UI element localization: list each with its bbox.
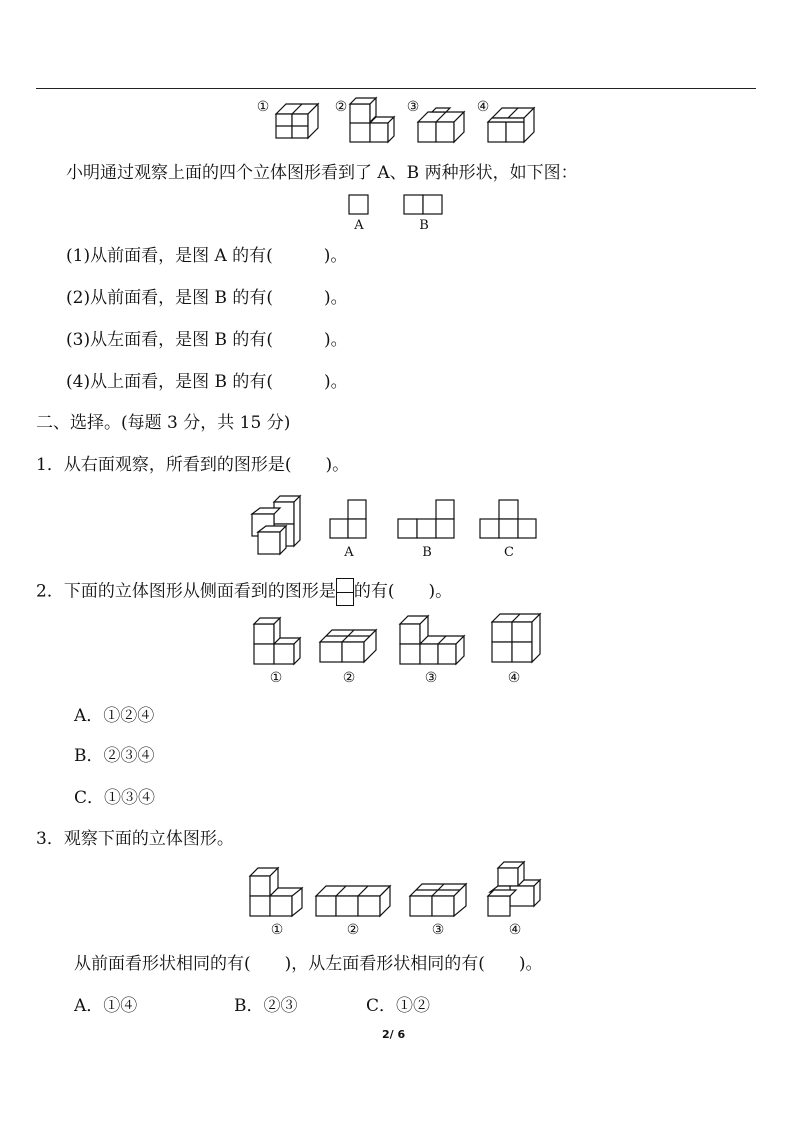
q1-text: 1．从右面观察，所看到的图形是( )。 [36, 455, 350, 475]
q1-option-b-label: B [422, 545, 432, 560]
q1-option-c-shape [480, 500, 538, 540]
part1-question-3: (3)从左面看，是图 B 的有( )。 [66, 330, 348, 350]
part1-question-2: (2)从前面看，是图 B 的有( )。 [66, 288, 348, 308]
q3-option-c: C．①② [366, 996, 431, 1016]
q2-figure-2 [320, 626, 378, 664]
q2-text-before: 2．下面的立体图形从侧面看到的图形是 [36, 581, 336, 602]
q3-figure-1 [250, 868, 304, 918]
q2-text-after: 的有( )。 [353, 581, 453, 602]
q3-option-b: B．②③ [234, 996, 298, 1016]
q2-option-a: A．①②④ [74, 706, 155, 726]
part1-question-1: (1)从前面看，是图 A 的有( )。 [66, 246, 348, 266]
q3-question: 从前面看形状相同的有( )，从左面看形状相同的有( )。 [74, 954, 543, 974]
q1-option-c-label: C [504, 545, 514, 560]
q3-figure-label-4: ④ [508, 922, 522, 938]
fig-label-1: ① [256, 99, 270, 115]
q3-figure-label-3: ③ [431, 922, 445, 938]
q3-figure-label-1: ① [270, 922, 284, 938]
q2-figure-1 [252, 618, 302, 666]
section2-title: 二、选择。(每题 3 分，共 15 分) [36, 413, 291, 433]
fig-label-3: ③ [406, 99, 420, 115]
top-figure-1 [276, 100, 322, 142]
q3-figure-label-2: ② [346, 922, 360, 938]
shape-a-label: A [354, 218, 364, 233]
q2-figure-label-4: ④ [507, 670, 521, 686]
q2-option-c: C．①③④ [74, 788, 156, 808]
intro-text: 小明通过观察上面的四个立体图形看到了 A、B 两种形状，如下图： [66, 163, 578, 183]
q3-figure-4 [488, 862, 542, 918]
q2-figure-label-2: ② [342, 670, 356, 686]
q2-figure-4 [492, 614, 542, 666]
part1-question-4: (4)从上面看，是图 B 的有( )。 [66, 372, 348, 392]
shape-b-label: B [419, 218, 429, 233]
q1-option-a-label: A [344, 545, 354, 560]
fig-label-2: ② [334, 99, 348, 115]
q3-text: 3．观察下面的立体图形。 [36, 829, 234, 849]
q2-figure-label-3: ③ [424, 670, 438, 686]
q1-option-a-shape [330, 500, 368, 540]
header-rule [36, 88, 756, 89]
q3-figure-3 [410, 880, 468, 918]
q2-text [36, 578, 452, 606]
q2-inline-shape [336, 578, 354, 606]
shape-a [349, 195, 369, 215]
shape-b [404, 195, 444, 215]
page-number: 2/ 6 [382, 1028, 406, 1041]
q2-figure-label-1: ① [269, 670, 283, 686]
fig-label-4: ④ [476, 99, 490, 115]
top-figure-3 [418, 106, 466, 144]
top-figure-2 [350, 96, 396, 144]
q1-solid-figure [252, 494, 302, 556]
q2-option-b: B．②③④ [74, 746, 155, 766]
q3-figure-2 [316, 882, 392, 918]
q1-option-b-shape [398, 500, 456, 540]
q3-option-a: A．①④ [74, 996, 138, 1016]
q2-figure-3 [400, 616, 466, 666]
top-figure-4 [488, 106, 536, 144]
